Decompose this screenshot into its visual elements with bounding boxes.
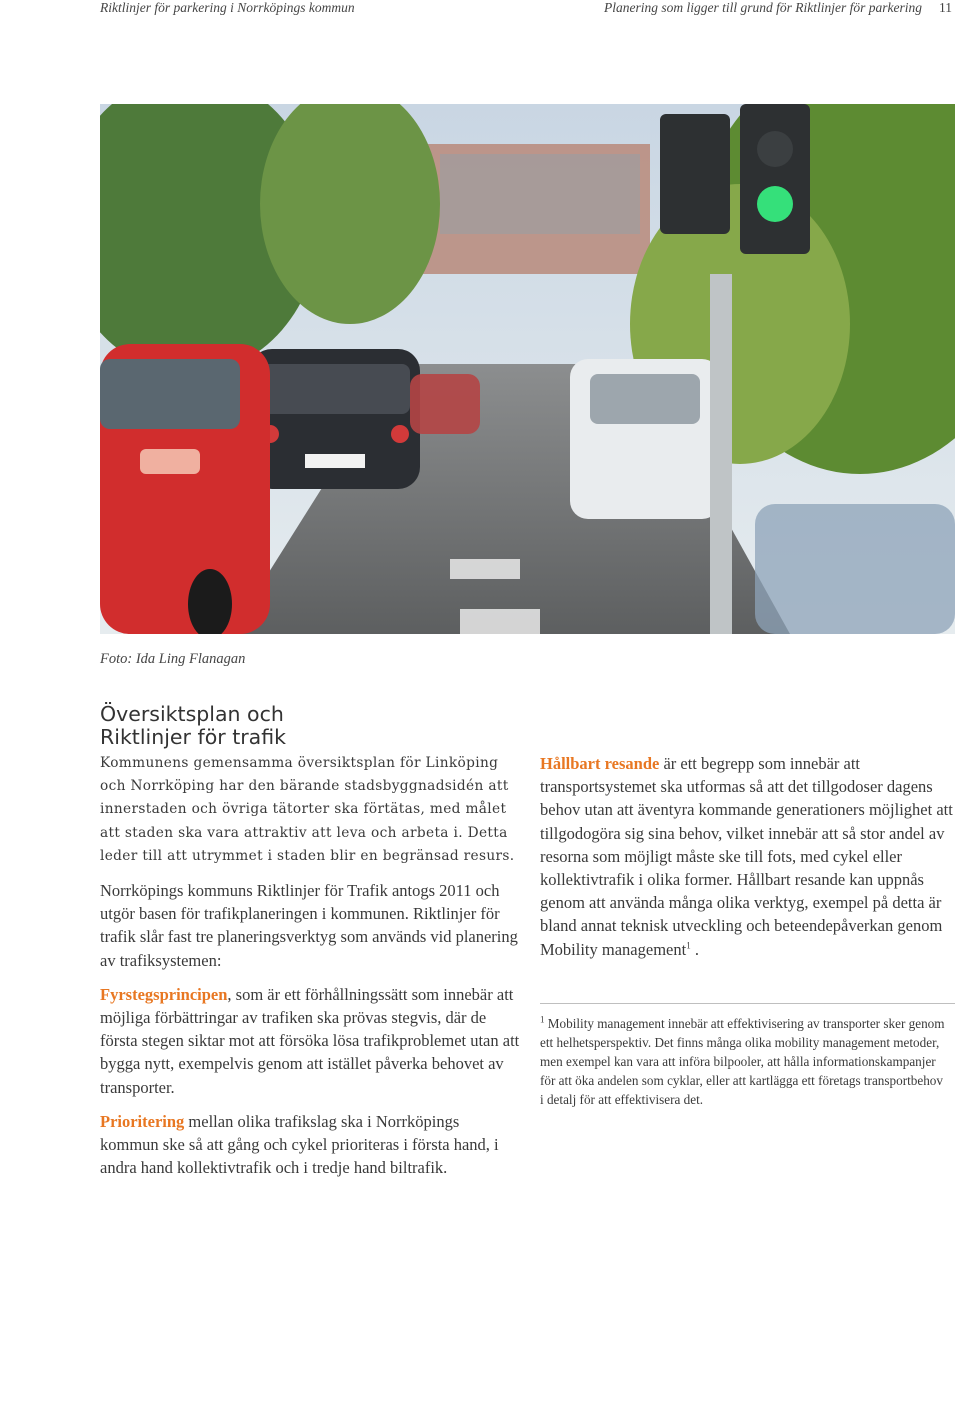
- page-number: 11: [939, 0, 952, 15]
- street-traffic-photo: [100, 104, 955, 634]
- running-header-right: Planering som ligger till grund för Riktlinjer för parkering: [604, 0, 922, 15]
- term-hallbart-resande: Hållbart resande: [540, 754, 660, 773]
- paragraph-riktlinjer: Norrköpings kommuns Riktlinjer för Trafik antogs 2011 och utgör basen för trafikplaneringen i kommunen. Riktlinjer för trafik slår fast tre planeringsverktyg som används vid planering av trafiksystemen:: [100, 881, 518, 970]
- footnote-number: 1: [540, 1014, 545, 1025]
- photo-caption: Foto: Ida Ling Flanagan: [100, 651, 246, 667]
- lead-paragraph: Kommunens gemensamma översiktsplan för Linköping och Norrköping har den bärande stadsbyggnadsidén att innerstaden och övriga tätorter ska förtätas, med målet att staden ska vara attraktiv att leva och arbeta i. Detta leder till att utrymmet i staden blir en begränsad resurs.: [100, 755, 515, 864]
- term-fyrstegsprincipen: Fyrstegsprincipen: [100, 984, 228, 1004]
- paragraph-hallbart-resande: [540, 752, 960, 961]
- text-hallbart-resande-end: .: [690, 939, 699, 959]
- paragraph-prioritering: [100, 1110, 520, 1180]
- title-line-1: Översiktsplan och: [100, 702, 284, 726]
- title-line-2: Riktlinjer för trafik: [100, 725, 287, 749]
- term-prioritering: Prioritering: [100, 1111, 185, 1131]
- running-header-left: Riktlinjer för parkering i Norrköpings kommun: [100, 0, 355, 15]
- section-title: [100, 703, 286, 749]
- footnote-reference: 1: [686, 940, 691, 951]
- paragraph-fyrstegsprincipen: [100, 983, 520, 1099]
- footnote-divider: [540, 1003, 955, 1004]
- text-fyrstegsprincipen: , som är ett förhållningssätt som innebär att möjliga förbättringar av trafiken ska prövas stegvis, där de första stegen siktar mot att försöka lösa trafikproblemet utan att bygga nytt, exempelvis genom att istället påverka behovet av transporter.: [100, 984, 520, 1097]
- footnote-text: Mobility management innebär att effektivisering av transporter sker genom ett helhetsperspektiv. Det finns många olika mobility management metoder, men exempel kan vara att införa bilpooler, att hålla informationskampanjer för att öka andelen som cyklar, eller att kartlägga ett företags transportbehov i detalj för att effektivisera det.: [540, 1016, 945, 1107]
- text-prioritering: mellan olika trafikslag ska i Norrköpings kommun ske så att gång och cykel prioriteras i första hand, i andra hand kollektivtrafik och i tredje hand biltrafik.: [100, 1111, 499, 1178]
- right-column: [540, 752, 960, 972]
- left-column: [100, 752, 520, 1190]
- text-hallbart-resande: är ett begrepp som innebär att transportsystemet ska utformas så att det tillgodoser dagens behov utan att äventyra kommande generationers möjlighet att tillgodogöra sig sina behov, vilket innebär att så stor andel av resorna som möjligt måste ske till fots, med cykel eller kollektivtrafik i olika former. Hållbart resande kan uppnås genom att använda många olika verktyg, exempel på detta är bland annat teknisk utveckling och beteendepåverkan genom Mobility management: [540, 754, 953, 959]
- footnote: [540, 1014, 945, 1109]
